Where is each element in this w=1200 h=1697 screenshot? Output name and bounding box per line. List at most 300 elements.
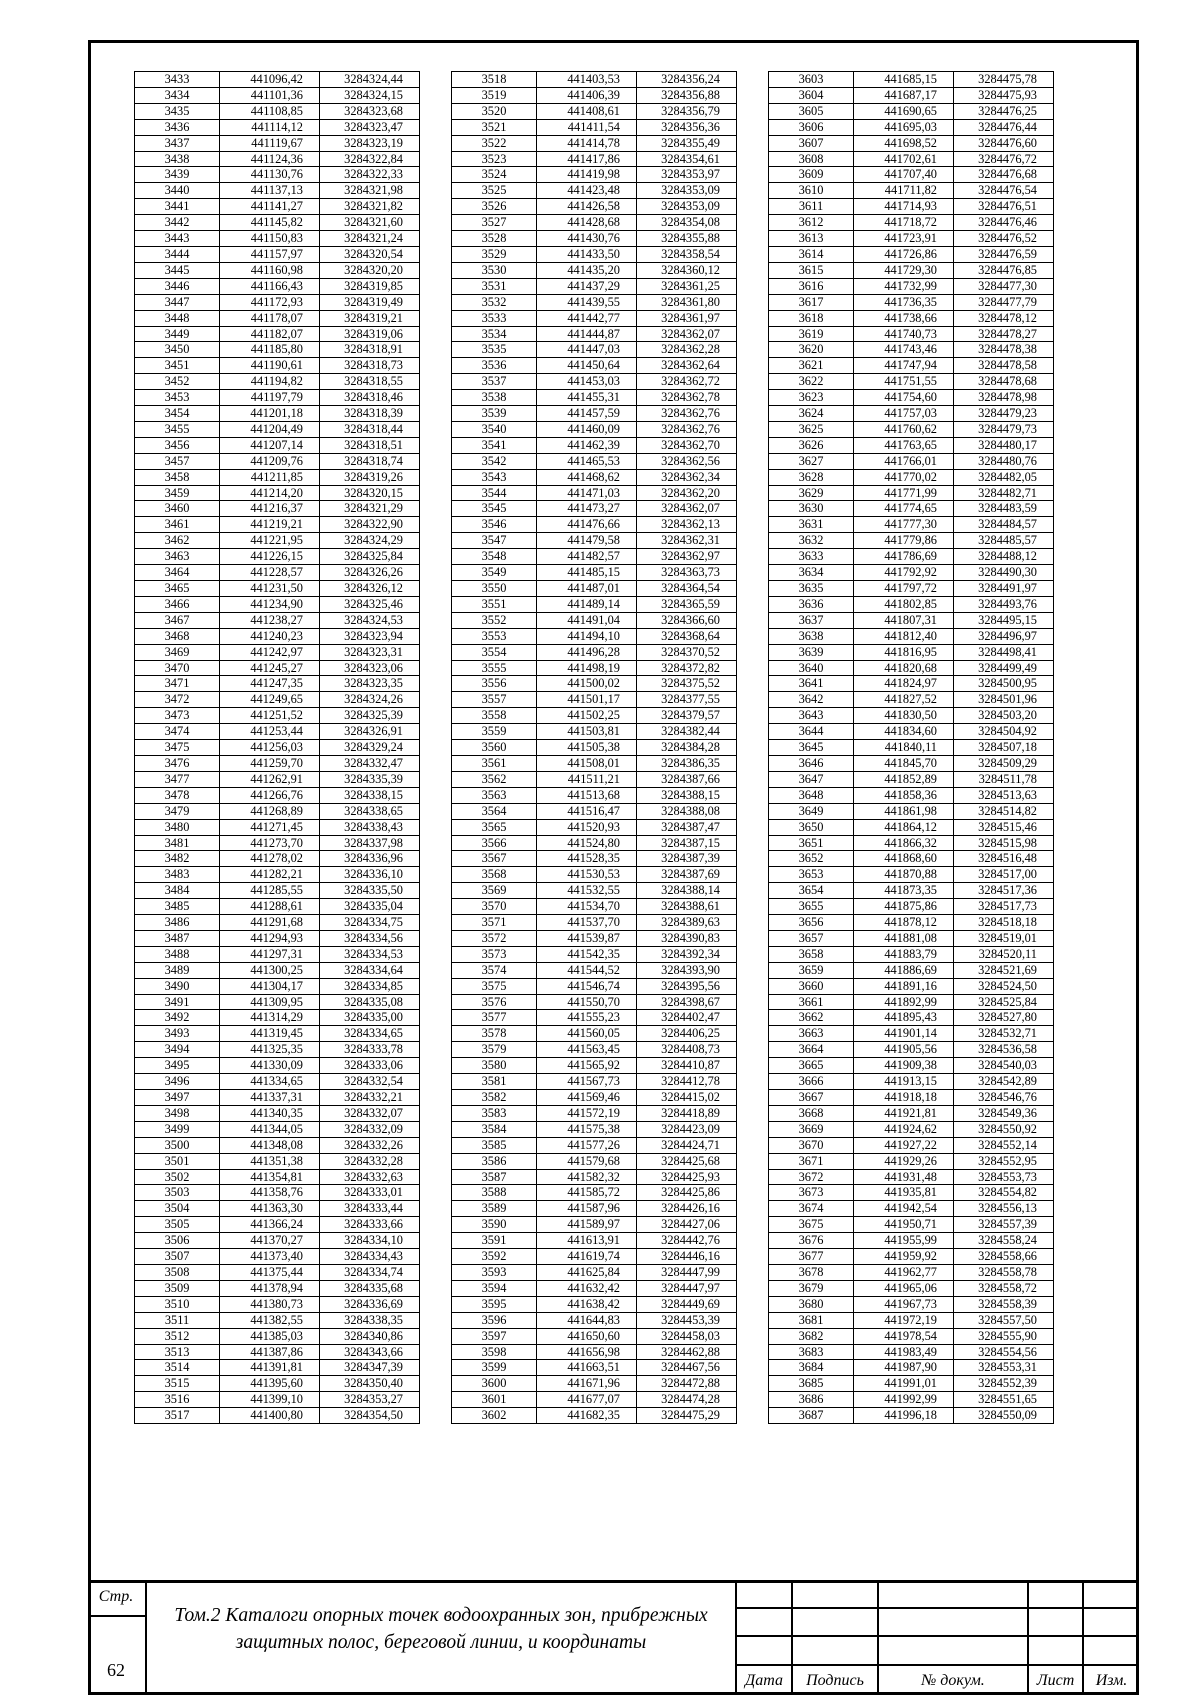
y-coordinate-cell: 3284536,58 (954, 1042, 1054, 1058)
point-number-cell: 3434 (135, 87, 220, 103)
table-row (769, 167, 1054, 183)
y-coordinate-cell: 3284355,88 (637, 231, 737, 247)
sheet-header: Лист (1036, 1672, 1075, 1689)
y-coordinate-cell: 3284427,06 (637, 1217, 737, 1233)
y-coordinate-cell: 3284320,20 (320, 262, 420, 278)
x-coordinate-cell: 441924,62 (854, 1121, 954, 1137)
table-row (452, 596, 737, 612)
point-number-cell: 3591 (452, 1233, 537, 1249)
table-row (452, 1153, 737, 1169)
point-number-cell: 3634 (769, 565, 854, 581)
x-coordinate-cell: 441802,85 (854, 596, 954, 612)
table-row (769, 246, 1054, 262)
y-coordinate-cell: 3284336,10 (320, 867, 420, 883)
table-row (135, 962, 420, 978)
table-row (135, 358, 420, 374)
y-coordinate-cell: 3284558,72 (954, 1280, 1054, 1296)
x-coordinate-cell: 441921,81 (854, 1105, 954, 1121)
x-coordinate-cell: 441319,45 (220, 1026, 320, 1042)
point-number-cell: 3613 (769, 231, 854, 247)
y-coordinate-cell: 3284496,97 (954, 628, 1054, 644)
table-row (769, 1042, 1054, 1058)
y-coordinate-cell: 3284320,54 (320, 246, 420, 262)
point-number-cell: 3602 (452, 1408, 537, 1424)
point-number-cell: 3652 (769, 851, 854, 867)
table-row (769, 549, 1054, 565)
y-coordinate-cell: 3284320,15 (320, 485, 420, 501)
y-coordinate-cell: 3284402,47 (637, 1010, 737, 1026)
y-coordinate-cell: 3284323,19 (320, 135, 420, 151)
table-row (769, 1233, 1054, 1249)
table-row (452, 644, 737, 660)
table-row (135, 835, 420, 851)
table-row (452, 883, 737, 899)
y-coordinate-cell: 3284515,46 (954, 819, 1054, 835)
x-coordinate-cell: 441905,56 (854, 1042, 954, 1058)
table-row (135, 994, 420, 1010)
table-row (452, 835, 737, 851)
x-coordinate-cell: 441411,54 (537, 119, 637, 135)
x-coordinate-cell: 441214,20 (220, 485, 320, 501)
x-coordinate-cell: 441656,98 (537, 1344, 637, 1360)
table-row (452, 326, 737, 342)
y-coordinate-cell: 3284395,56 (637, 978, 737, 994)
table-row (452, 469, 737, 485)
table-row (769, 962, 1054, 978)
table-row (135, 278, 420, 294)
x-coordinate-cell: 441182,07 (220, 326, 320, 342)
y-coordinate-cell: 3284366,60 (637, 612, 737, 628)
point-number-cell: 3531 (452, 278, 537, 294)
table-row (135, 119, 420, 135)
y-coordinate-cell: 3284319,21 (320, 310, 420, 326)
x-coordinate-cell: 441935,81 (854, 1185, 954, 1201)
y-coordinate-cell: 3284388,14 (637, 883, 737, 899)
table-row (452, 72, 737, 88)
point-number-cell: 3650 (769, 819, 854, 835)
x-coordinate-cell: 441632,42 (537, 1280, 637, 1296)
y-coordinate-cell: 3284488,12 (954, 549, 1054, 565)
table-row (135, 326, 420, 342)
x-coordinate-cell: 441304,17 (220, 978, 320, 994)
table-row (452, 660, 737, 676)
x-coordinate-cell: 441875,86 (854, 899, 954, 915)
x-coordinate-cell: 441476,66 (537, 517, 637, 533)
x-coordinate-cell: 441426,58 (537, 199, 637, 215)
table-row (135, 946, 420, 962)
table-row (135, 1026, 420, 1042)
table-row (135, 469, 420, 485)
x-coordinate-cell: 441763,65 (854, 437, 954, 453)
point-number-cell: 3484 (135, 883, 220, 899)
y-coordinate-cell: 3284332,54 (320, 1074, 420, 1090)
x-coordinate-cell: 441965,06 (854, 1280, 954, 1296)
x-coordinate-cell: 441406,39 (537, 87, 637, 103)
x-coordinate-cell: 441242,97 (220, 644, 320, 660)
x-coordinate-cell: 441931,48 (854, 1169, 954, 1185)
table-row (135, 1185, 420, 1201)
x-coordinate-cell: 441219,21 (220, 517, 320, 533)
y-coordinate-cell: 3284476,54 (954, 183, 1054, 199)
table-row (769, 1280, 1054, 1296)
table-row (769, 103, 1054, 119)
x-coordinate-cell: 441494,10 (537, 628, 637, 644)
point-number-cell: 3473 (135, 708, 220, 724)
x-coordinate-cell: 441417,86 (537, 151, 637, 167)
y-coordinate-cell: 3284490,30 (954, 565, 1054, 581)
y-coordinate-cell: 3284324,26 (320, 692, 420, 708)
table-row (135, 851, 420, 867)
point-number-cell: 3600 (452, 1376, 537, 1392)
y-coordinate-cell: 3284453,39 (637, 1312, 737, 1328)
x-coordinate-cell: 441124,36 (220, 151, 320, 167)
point-number-cell: 3537 (452, 374, 537, 390)
x-coordinate-cell: 441496,28 (537, 644, 637, 660)
table-row (769, 278, 1054, 294)
point-number-cell: 3438 (135, 151, 220, 167)
x-coordinate-cell: 441471,03 (537, 485, 637, 501)
x-coordinate-cell: 441513,68 (537, 787, 637, 803)
table-row (769, 326, 1054, 342)
x-coordinate-cell: 441711,82 (854, 183, 954, 199)
y-coordinate-cell: 3284542,89 (954, 1074, 1054, 1090)
y-coordinate-cell: 3284322,33 (320, 167, 420, 183)
table-row (769, 581, 1054, 597)
point-number-cell: 3526 (452, 199, 537, 215)
y-coordinate-cell: 3284495,15 (954, 612, 1054, 628)
table-row (769, 390, 1054, 406)
table-row (452, 930, 737, 946)
point-number-cell: 3501 (135, 1153, 220, 1169)
point-number-cell: 3481 (135, 835, 220, 851)
point-number-cell: 3559 (452, 724, 537, 740)
x-coordinate-cell: 441585,72 (537, 1185, 637, 1201)
x-coordinate-cell: 441378,94 (220, 1280, 320, 1296)
x-coordinate-cell: 441864,12 (854, 819, 954, 835)
point-number-cell: 3680 (769, 1296, 854, 1312)
y-coordinate-cell: 3284476,46 (954, 215, 1054, 231)
x-coordinate-cell: 441503,81 (537, 724, 637, 740)
table-row (135, 660, 420, 676)
y-coordinate-cell: 3284319,26 (320, 469, 420, 485)
table-row (135, 692, 420, 708)
point-number-cell: 3669 (769, 1121, 854, 1137)
signature-header: Подпись (806, 1672, 864, 1689)
point-number-cell: 3646 (769, 755, 854, 771)
point-number-cell: 3527 (452, 215, 537, 231)
point-number-cell: 3564 (452, 803, 537, 819)
point-number-cell: 3573 (452, 946, 537, 962)
point-number-cell: 3455 (135, 421, 220, 437)
x-coordinate-cell: 441462,39 (537, 437, 637, 453)
y-coordinate-cell: 3284504,92 (954, 724, 1054, 740)
x-coordinate-cell: 441524,80 (537, 835, 637, 851)
x-coordinate-cell: 441577,26 (537, 1137, 637, 1153)
x-coordinate-cell: 441231,50 (220, 581, 320, 597)
x-coordinate-cell: 441555,23 (537, 1010, 637, 1026)
x-coordinate-cell: 441119,67 (220, 135, 320, 151)
table-row (135, 231, 420, 247)
y-coordinate-cell: 3284323,31 (320, 644, 420, 660)
x-coordinate-cell: 441955,99 (854, 1233, 954, 1249)
y-coordinate-cell: 3284446,16 (637, 1249, 737, 1265)
x-coordinate-cell: 441273,70 (220, 835, 320, 851)
y-coordinate-cell: 3284415,02 (637, 1090, 737, 1106)
y-coordinate-cell: 3284515,98 (954, 835, 1054, 851)
table-row (135, 1058, 420, 1074)
table-row (135, 1264, 420, 1280)
x-coordinate-cell: 441530,53 (537, 867, 637, 883)
table-row (135, 787, 420, 803)
point-number-cell: 3684 (769, 1360, 854, 1376)
x-coordinate-cell: 441414,78 (537, 135, 637, 151)
point-number-cell: 3565 (452, 819, 537, 835)
x-coordinate-cell: 441399,10 (220, 1392, 320, 1408)
x-coordinate-cell: 441567,73 (537, 1074, 637, 1090)
y-coordinate-cell: 3284519,01 (954, 930, 1054, 946)
x-coordinate-cell: 441569,46 (537, 1090, 637, 1106)
y-coordinate-cell: 3284362,34 (637, 469, 737, 485)
x-coordinate-cell: 441453,03 (537, 374, 637, 390)
table-row (769, 787, 1054, 803)
point-number-cell: 3493 (135, 1026, 220, 1042)
y-coordinate-cell: 3284358,54 (637, 246, 737, 262)
y-coordinate-cell: 3284334,10 (320, 1233, 420, 1249)
y-coordinate-cell: 3284532,71 (954, 1026, 1054, 1042)
point-number-cell: 3436 (135, 119, 220, 135)
point-number-cell: 3657 (769, 930, 854, 946)
point-number-cell: 3496 (135, 1074, 220, 1090)
table-row (135, 135, 420, 151)
x-coordinate-cell: 441563,45 (537, 1042, 637, 1058)
point-number-cell: 3570 (452, 899, 537, 915)
table-row (452, 406, 737, 422)
point-number-cell: 3492 (135, 1010, 220, 1026)
x-coordinate-cell: 441487,01 (537, 581, 637, 597)
point-number-cell: 3476 (135, 755, 220, 771)
x-coordinate-cell: 441816,95 (854, 644, 954, 660)
point-number-cell: 3465 (135, 581, 220, 597)
point-number-cell: 3448 (135, 310, 220, 326)
y-coordinate-cell: 3284384,28 (637, 740, 737, 756)
x-coordinate-cell: 441671,96 (537, 1376, 637, 1392)
y-coordinate-cell: 3284338,65 (320, 803, 420, 819)
point-number-cell: 3440 (135, 183, 220, 199)
point-number-cell: 3651 (769, 835, 854, 851)
table-row (452, 1105, 737, 1121)
table-row (769, 437, 1054, 453)
y-coordinate-cell: 3284343,66 (320, 1344, 420, 1360)
table-row (452, 485, 737, 501)
x-coordinate-cell: 441983,49 (854, 1344, 954, 1360)
point-number-cell: 3675 (769, 1217, 854, 1233)
x-coordinate-cell: 441373,40 (220, 1249, 320, 1265)
x-coordinate-cell: 441978,54 (854, 1328, 954, 1344)
x-coordinate-cell: 441996,18 (854, 1408, 954, 1424)
point-number-cell: 3449 (135, 326, 220, 342)
point-number-cell: 3658 (769, 946, 854, 962)
y-coordinate-cell: 3284412,78 (637, 1074, 737, 1090)
point-number-cell: 3471 (135, 676, 220, 692)
x-coordinate-cell: 441579,68 (537, 1153, 637, 1169)
point-number-cell: 3566 (452, 835, 537, 851)
x-coordinate-cell: 441732,99 (854, 278, 954, 294)
table-row (452, 310, 737, 326)
point-number-cell: 3682 (769, 1328, 854, 1344)
table-row (769, 294, 1054, 310)
y-coordinate-cell: 3284387,66 (637, 771, 737, 787)
x-coordinate-cell: 441157,97 (220, 246, 320, 262)
x-coordinate-cell: 441340,35 (220, 1105, 320, 1121)
table-row (452, 390, 737, 406)
x-coordinate-cell: 441743,46 (854, 342, 954, 358)
table-row (135, 167, 420, 183)
table-row (135, 915, 420, 931)
y-coordinate-cell: 3284499,49 (954, 660, 1054, 676)
y-coordinate-cell: 3284550,09 (954, 1408, 1054, 1424)
point-number-cell: 3479 (135, 803, 220, 819)
y-coordinate-cell: 3284362,07 (637, 501, 737, 517)
point-number-cell: 3524 (452, 167, 537, 183)
table-row (769, 1249, 1054, 1265)
table-row (769, 565, 1054, 581)
x-coordinate-cell: 441613,91 (537, 1233, 637, 1249)
x-coordinate-cell: 441234,90 (220, 596, 320, 612)
table-row (452, 167, 737, 183)
table-row (769, 1169, 1054, 1185)
y-coordinate-cell: 3284361,97 (637, 310, 737, 326)
point-number-cell: 3546 (452, 517, 537, 533)
y-coordinate-cell: 3284360,12 (637, 262, 737, 278)
point-number-cell: 3500 (135, 1137, 220, 1153)
point-number-cell: 3678 (769, 1264, 854, 1280)
x-coordinate-cell: 441861,98 (854, 803, 954, 819)
table-row (135, 1169, 420, 1185)
point-number-cell: 3563 (452, 787, 537, 803)
point-number-cell: 3439 (135, 167, 220, 183)
y-coordinate-cell: 3284388,15 (637, 787, 737, 803)
point-number-cell: 3633 (769, 549, 854, 565)
point-number-cell: 3668 (769, 1105, 854, 1121)
x-coordinate-cell: 441644,83 (537, 1312, 637, 1328)
x-coordinate-cell: 441294,93 (220, 930, 320, 946)
x-coordinate-cell: 441194,82 (220, 374, 320, 390)
y-coordinate-cell: 3284514,82 (954, 803, 1054, 819)
table-row (769, 1090, 1054, 1106)
point-number-cell: 3666 (769, 1074, 854, 1090)
y-coordinate-cell: 3284332,63 (320, 1169, 420, 1185)
table-row (135, 294, 420, 310)
table-row (135, 310, 420, 326)
table-row (135, 1296, 420, 1312)
table-row (452, 978, 737, 994)
table-row (769, 1296, 1054, 1312)
point-number-cell: 3548 (452, 549, 537, 565)
y-coordinate-cell: 3284516,48 (954, 851, 1054, 867)
x-coordinate-cell: 441770,02 (854, 469, 954, 485)
x-coordinate-cell: 441962,77 (854, 1264, 954, 1280)
y-coordinate-cell: 3284449,69 (637, 1296, 737, 1312)
point-number-cell: 3616 (769, 278, 854, 294)
x-coordinate-cell: 441539,87 (537, 930, 637, 946)
x-coordinate-cell: 441216,37 (220, 501, 320, 517)
y-coordinate-cell: 3284318,51 (320, 437, 420, 453)
x-coordinate-cell: 441852,89 (854, 771, 954, 787)
y-coordinate-cell: 3284323,06 (320, 660, 420, 676)
x-coordinate-cell: 441845,70 (854, 755, 954, 771)
x-coordinate-cell: 441190,61 (220, 358, 320, 374)
point-number-cell: 3676 (769, 1233, 854, 1249)
x-coordinate-cell: 441207,14 (220, 437, 320, 453)
y-coordinate-cell: 3284442,76 (637, 1233, 737, 1249)
table-row (135, 406, 420, 422)
y-coordinate-cell: 3284353,09 (637, 199, 737, 215)
point-number-cell: 3503 (135, 1185, 220, 1201)
x-coordinate-cell: 441150,83 (220, 231, 320, 247)
point-number-cell: 3661 (769, 994, 854, 1010)
point-number-cell: 3539 (452, 406, 537, 422)
point-number-cell: 3663 (769, 1026, 854, 1042)
point-number-cell: 3628 (769, 469, 854, 485)
y-coordinate-cell: 3284325,84 (320, 549, 420, 565)
x-coordinate-cell: 441873,35 (854, 883, 954, 899)
x-coordinate-cell: 441878,12 (854, 915, 954, 931)
x-coordinate-cell: 441130,76 (220, 167, 320, 183)
table-row (452, 1408, 737, 1424)
y-coordinate-cell: 3284323,68 (320, 103, 420, 119)
x-coordinate-cell: 441228,57 (220, 565, 320, 581)
y-coordinate-cell: 3284335,50 (320, 883, 420, 899)
y-coordinate-cell: 3284425,93 (637, 1169, 737, 1185)
x-coordinate-cell: 441450,64 (537, 358, 637, 374)
point-number-cell: 3480 (135, 819, 220, 835)
y-coordinate-cell: 3284476,85 (954, 262, 1054, 278)
point-number-cell: 3463 (135, 549, 220, 565)
x-coordinate-cell: 441387,86 (220, 1344, 320, 1360)
table-row (769, 358, 1054, 374)
point-number-cell: 3664 (769, 1042, 854, 1058)
point-number-cell: 3556 (452, 676, 537, 692)
point-number-cell: 3592 (452, 1249, 537, 1265)
y-coordinate-cell: 3284334,75 (320, 915, 420, 931)
x-coordinate-cell: 441754,60 (854, 390, 954, 406)
y-coordinate-cell: 3284362,64 (637, 358, 737, 374)
y-coordinate-cell: 3284410,87 (637, 1058, 737, 1074)
y-coordinate-cell: 3284318,39 (320, 406, 420, 422)
table-row (452, 1026, 737, 1042)
y-coordinate-cell: 3284408,73 (637, 1042, 737, 1058)
y-coordinate-cell: 3284424,71 (637, 1137, 737, 1153)
point-number-cell: 3645 (769, 740, 854, 756)
y-coordinate-cell: 3284332,21 (320, 1090, 420, 1106)
point-number-cell: 3594 (452, 1280, 537, 1296)
point-number-cell: 3489 (135, 962, 220, 978)
table-row (135, 215, 420, 231)
x-coordinate-cell: 441505,38 (537, 740, 637, 756)
y-coordinate-cell: 3284318,74 (320, 453, 420, 469)
y-coordinate-cell: 3284553,31 (954, 1360, 1054, 1376)
table-row (452, 294, 737, 310)
point-number-cell: 3578 (452, 1026, 537, 1042)
table-row (769, 1392, 1054, 1408)
x-coordinate-cell: 441291,68 (220, 915, 320, 931)
y-coordinate-cell: 3284425,68 (637, 1153, 737, 1169)
point-number-cell: 3443 (135, 231, 220, 247)
x-coordinate-cell: 441408,61 (537, 103, 637, 119)
x-coordinate-cell: 441992,99 (854, 1392, 954, 1408)
y-coordinate-cell: 3284362,07 (637, 326, 737, 342)
table-row (452, 962, 737, 978)
